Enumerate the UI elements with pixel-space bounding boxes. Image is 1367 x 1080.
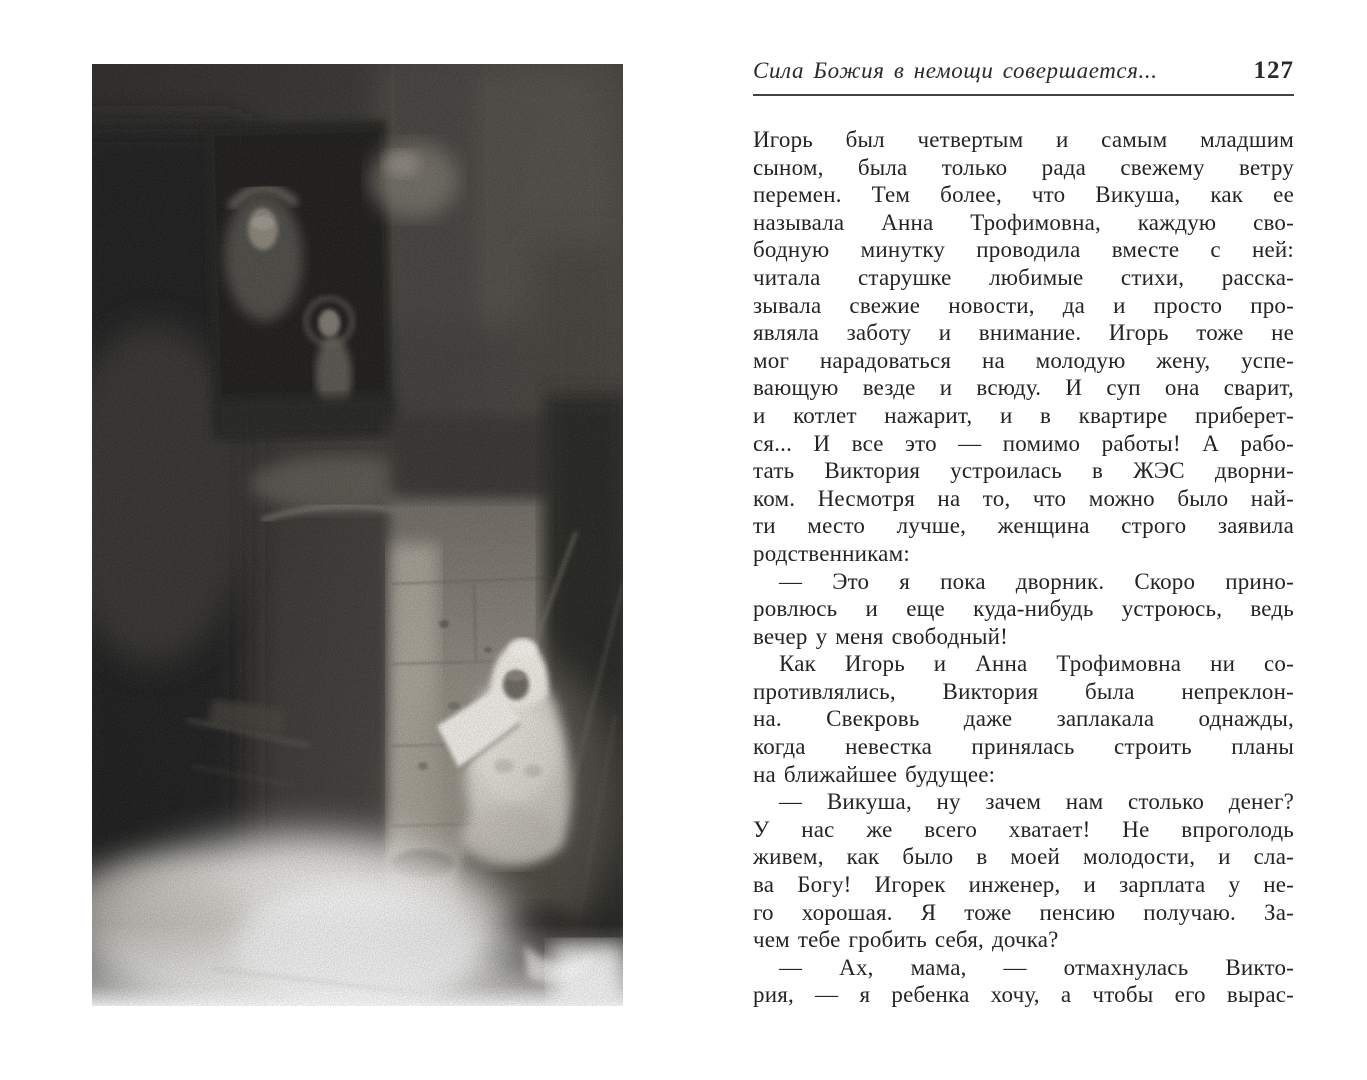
text-line: родственникам: [753,540,910,566]
text-line: и котлет нажарит, и в квартире приберет- [753,402,1294,428]
text-line: — Ах, мама, — отмахнулась Викто- [779,954,1294,980]
running-head [753,57,1294,96]
text-line: ти место лучше, женщина строго заявила [753,513,1294,539]
text-line: ком. Несмотря на то, что можно было най- [753,485,1294,511]
text-line: на. Свекровь даже заплакала однажды, [753,706,1294,732]
text-line: Игорь был четвертым и самым младшим [753,127,1294,152]
text-line: когда невестка принялась строить планы [753,734,1294,760]
text-line: перемен. Тем более, что Викуша, как ее [753,182,1294,208]
text-line: читала старушке любимые стихи, расска- [753,264,1294,290]
text-line: мог нарадоваться на молодую жену, успе- [753,347,1294,373]
monastery-photograph [92,64,623,1006]
text-line: У нас же всего хватает! Не впроголодь [753,816,1294,842]
text-line: ся... И все это — помимо работы! А рабо- [753,430,1294,456]
text-line: го хорошая. Я тоже пенсию получаю. За- [753,899,1294,925]
photo-illustration [92,64,623,1006]
running-title: Сила Божия в немощи совершается... [753,58,1158,83]
text-line: бодную минутку проводила вместе с ней: [753,237,1294,263]
text-line: — Викуша, ну зачем нам столько денег? [779,789,1294,815]
body-text [753,126,1294,1009]
text-line: вечер у меня свободный! [753,623,1009,649]
text-line: называла Анна Трофимовна, каждую сво- [753,209,1294,235]
text-line: рия, — я ребенка хочу, а чтобы его вырас- [753,982,1294,1008]
text-line: тать Виктория устроилась в ЖЭС дворни- [753,458,1294,484]
text-line: являла заботу и внимание. Игорь тоже не [753,320,1294,346]
text-line: сыном, была только рада свежему ветру [753,154,1294,180]
text-line: Как Игорь и Анна Трофимовна ни со- [779,651,1294,677]
page-number: 127 [1253,57,1294,84]
text-line: зывала свежие новости, да и просто про- [753,292,1294,318]
text-line: ва Богу! Игорек инженер, и зарплата у не- [753,872,1294,898]
text-line: ровлюсь и еще куда-нибудь устроюсь, ведь [753,596,1294,622]
text-line: противлялись, Виктория была непреклон- [753,678,1294,704]
text-line: на ближайшее будущее: [753,761,996,787]
text-line: вающую везде и всюду. И суп она сварит, [753,375,1294,401]
text-line: живем, как было в моей молодости, и сла- [753,844,1294,870]
text-line: чем тебе гробить себя, дочка? [753,927,1059,953]
right-page [753,57,1294,1009]
text-line: — Это я пока дворник. Скоро прино- [779,568,1294,594]
